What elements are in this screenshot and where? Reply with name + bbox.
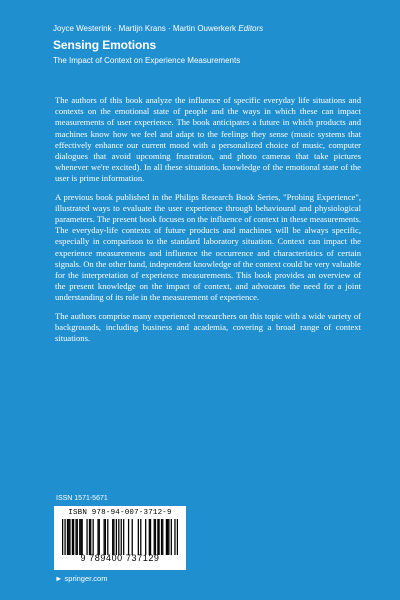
barcode-bar: [62, 519, 63, 555]
barcode-bar: [86, 519, 87, 555]
barcode-bar: [90, 519, 91, 555]
barcode-bar: [107, 519, 108, 555]
barcode-bar: [155, 519, 156, 555]
barcode-bar: [112, 519, 113, 555]
barcode-bar: [128, 519, 129, 555]
book-title: Sensing Emotions: [53, 38, 157, 52]
barcode-bar: [154, 519, 155, 555]
barcode-bar: [140, 519, 141, 555]
barcode-bar: [68, 519, 69, 555]
barcode-bar: [82, 519, 83, 555]
arrow-right-icon: ►: [55, 574, 63, 583]
barcode-bar: [157, 519, 158, 555]
blurb: [55, 95, 361, 351]
editors-role: Editors: [238, 24, 264, 33]
barcode-bar: [174, 519, 175, 555]
isbn-number: ISBN 978-94-007-3712-9: [68, 509, 172, 517]
barcode-bar: [145, 519, 146, 555]
publisher-link[interactable]: [55, 574, 107, 583]
blurb-paragraph: A previous book published in the Philips Research Book Series, "Probing Experience", illustrated ways to evaluate the user experience through behavioural and physiological parameters. The present book focuses on the influence of context in these measurements. The everyday-life contexts of future products and machines will be always specific, especially in comparison to the standard laboratory situation. Context can impact the experience measurements and influence the occurrence and characteristics of certain signals. On the other hand, independent knowledge of the context could be very valuable for the interpretation of experience measurements. This book provides an overview of the present knowledge on the impact of context, and advocates the need for a joint understanding of its role in the measurement of experience.: [55, 191, 361, 303]
barcode-bar: [167, 519, 168, 555]
barcode-bar: [162, 519, 163, 555]
barcode-panel: [54, 506, 186, 570]
barcode-bar: [89, 519, 90, 555]
barcode-bar: [79, 519, 80, 555]
barcode-bar: [67, 519, 68, 555]
barcode-bar: [168, 519, 169, 555]
barcode-bar: [158, 519, 159, 555]
barcode-bar: [177, 519, 178, 555]
barcode-bar: [75, 519, 76, 555]
barcode-bar: [93, 519, 94, 555]
barcode-bar: [132, 519, 133, 555]
cover-header: [53, 24, 390, 66]
barcode-bar: [138, 519, 139, 555]
barcode-bar: [171, 519, 172, 555]
barcode-bar: [166, 519, 167, 555]
barcode-bar: [72, 519, 73, 555]
barcode-bar: [123, 519, 124, 555]
editors-names: Joyce Westerink · Martijn Krans · Martin Ouwerkerk: [53, 24, 237, 33]
blurb-paragraph: The authors of this book analyze the influence of specific everyday life situations and contexts on the emotional state of people and the ways in which these can impact measurements of user experience. The book anticipates a future in which products and machines know how we feel and adapt to the feelings they sense (music systems that effectively enhance our current mood with a personalized choice of music, computer dialogues that avoid upcoming frustration, and photo cameras that take pictures whenever we're excited). In all these situations, knowledge of the emotional state of the user is prime information.: [55, 95, 361, 184]
barcode-bar: [161, 519, 162, 555]
editors-line: [53, 24, 390, 34]
barcode-bar: [150, 519, 151, 555]
blurb-paragraph: The authors comprise many experienced researchers on this topic with a wide variety of backgrounds, including business and academia, covering a broad range of context situations.: [55, 310, 361, 344]
barcode-bar: [69, 519, 70, 555]
barcode-bar: [80, 519, 81, 555]
barcode-image: [62, 519, 178, 555]
barcode-bar: [118, 519, 119, 555]
barcode-bar: [121, 519, 122, 555]
barcode-bar: [113, 519, 114, 555]
barcode-bar: [99, 519, 100, 555]
barcode-bar: [97, 519, 98, 555]
book-subtitle: The Impact of Context on Experience Measurements: [53, 56, 241, 65]
publisher-link-text: springer.com: [64, 574, 108, 583]
barcode-bar: [64, 519, 65, 555]
barcode-bar: [73, 519, 74, 555]
ean-digits: 9 789400 737129: [80, 553, 160, 563]
barcode-bar: [116, 519, 117, 555]
barcode-bar: [149, 519, 150, 555]
barcode-bar: [77, 519, 78, 555]
issn-number: ISSN 1571-5671: [56, 495, 108, 502]
barcode-bar: [104, 519, 105, 555]
barcode-bar: [105, 519, 106, 555]
